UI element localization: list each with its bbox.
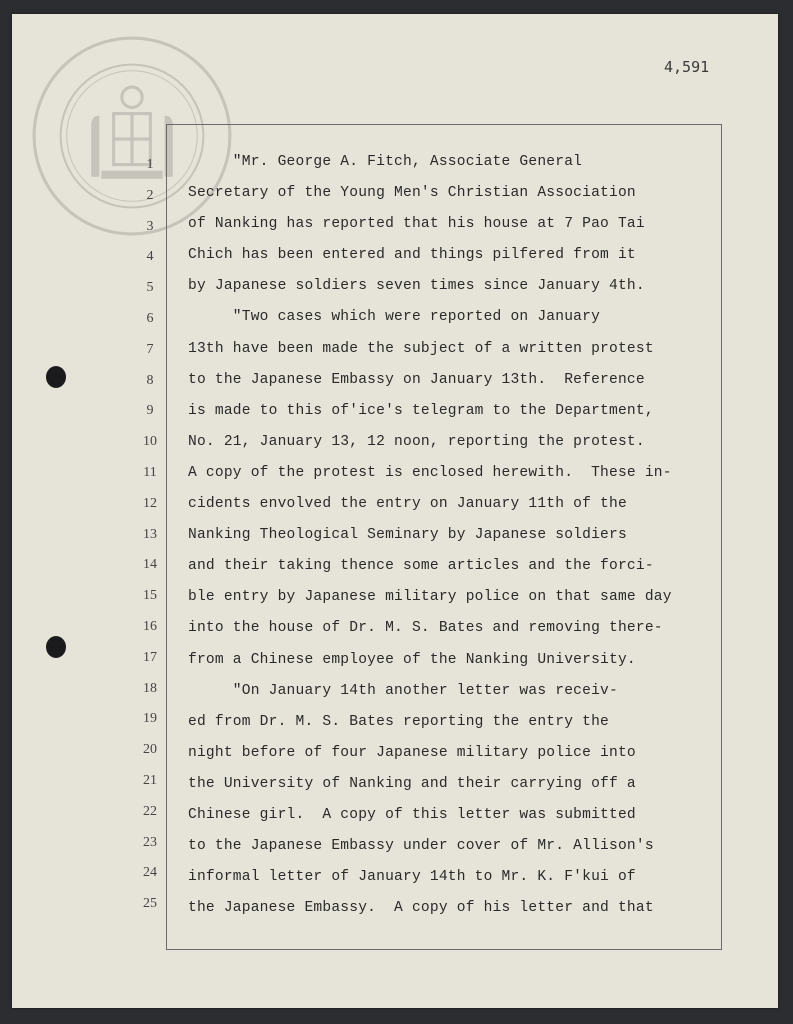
typed-body-text — [188, 147, 708, 924]
text-line: the Japanese Embassy. A copy of his letter and that — [188, 900, 654, 917]
text-line: Secretary of the Young Men's Christian Association — [188, 185, 636, 202]
text-line: the University of Nanking and their carrying off a — [188, 775, 636, 792]
text-line: from a Chinese employee of the Nanking University. — [188, 651, 636, 668]
text-line: ble entry by Japanese military police on that same day — [188, 589, 672, 606]
line-number: 19 — [143, 711, 157, 727]
line-number: 6 — [146, 310, 154, 326]
line-number: 14 — [143, 557, 157, 573]
line-number: 13 — [143, 526, 157, 542]
text-line: Chich has been entered and things pilfered from it — [188, 247, 636, 264]
text-line: Chinese girl. A copy of this letter was submitted — [188, 806, 636, 823]
text-line: and their taking thence some articles and the forci- — [188, 558, 654, 575]
line-number: 9 — [146, 403, 154, 419]
line-number: 16 — [143, 618, 157, 634]
text-line: A copy of the protest is enclosed herewith. These in- — [188, 464, 672, 481]
line-number: 5 — [146, 280, 154, 296]
page-number: 4,591 — [664, 58, 710, 76]
line-number: 23 — [143, 834, 157, 850]
text-line: ed from Dr. M. S. Bates reporting the entry the — [188, 713, 610, 730]
text-line: informal letter of January 14th to Mr. K. F'kui of — [188, 869, 636, 886]
line-number: 15 — [143, 588, 157, 604]
line-number: 3 — [146, 218, 154, 234]
line-number: 17 — [143, 649, 157, 665]
line-number: 4 — [146, 249, 154, 265]
line-number: 24 — [143, 865, 157, 881]
text-line: No. 21, January 13, 12 noon, reporting the protest. — [188, 433, 645, 450]
text-line: 13th have been made the subject of a written protest — [188, 340, 654, 357]
text-line: "Two cases which were reported on January — [188, 309, 601, 326]
line-numbers — [136, 150, 164, 920]
text-line: of Nanking has reported that his house at 7 Pao Tai — [188, 216, 645, 233]
text-line: "Mr. George A. Fitch, Associate General — [188, 154, 583, 170]
line-number: 1 — [146, 157, 154, 172]
text-line: by Japanese soldiers seven times since January 4th. — [188, 278, 645, 295]
line-number: 2 — [146, 187, 154, 203]
line-number: 8 — [146, 372, 154, 388]
line-number: 7 — [146, 341, 154, 357]
line-number: 21 — [143, 772, 157, 788]
line-number: 10 — [143, 434, 157, 450]
text-line: "On January 14th another letter was receiv- — [188, 682, 618, 699]
punch-hole-bottom — [46, 636, 66, 658]
text-line: cidents envolved the entry on January 11th of the — [188, 496, 627, 513]
line-number: 22 — [143, 803, 157, 819]
line-number: 20 — [143, 742, 157, 758]
text-line: night before of four Japanese military police into — [188, 744, 636, 761]
text-line: is made to this of'ice's telegram to the Department, — [188, 402, 654, 419]
punch-hole-top — [46, 366, 66, 388]
line-number: 18 — [143, 680, 157, 696]
text-line: to the Japanese Embassy under cover of Mr. Allison's — [188, 838, 654, 855]
text-line: into the house of Dr. M. S. Bates and removing there- — [188, 620, 663, 637]
line-number: 25 — [143, 896, 157, 912]
text-line: to the Japanese Embassy on January 13th. Reference — [188, 371, 645, 388]
text-line: Nanking Theological Seminary by Japanese soldiers — [188, 527, 627, 544]
line-number: 11 — [143, 464, 157, 480]
line-number: 12 — [143, 495, 157, 511]
